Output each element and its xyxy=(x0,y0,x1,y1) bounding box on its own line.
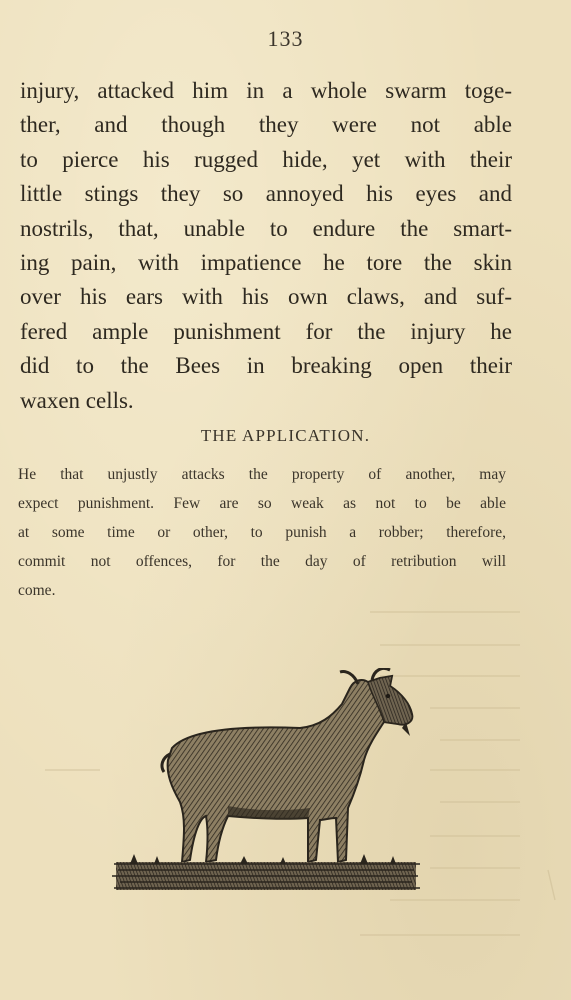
goat-woodcut-illustration xyxy=(110,668,430,900)
text-line: waxen cells. xyxy=(20,387,134,413)
page-number: 133 xyxy=(267,26,304,51)
fable-text xyxy=(20,74,512,418)
text-line: little stings they so annoyed his eyes and xyxy=(20,181,512,207)
goat-figure xyxy=(162,668,412,862)
text-line: fered ample punishment for the injury he xyxy=(20,318,512,344)
application-line: at some time or other, to punish a robber; therefore, xyxy=(18,524,506,541)
ground-base xyxy=(112,854,420,890)
application-line: expect punishment. Few are so weak as not to be able xyxy=(18,495,506,512)
text-line: ther, and though they were not able xyxy=(20,112,512,138)
application-line: come. xyxy=(18,582,56,599)
application-line: He that unjustly attacks the property of another, may xyxy=(18,466,506,483)
text-line: ing pain, with impatience he tore the skin xyxy=(20,249,512,275)
application-text xyxy=(18,460,506,605)
text-line: over his ears with his own claws, and suf- xyxy=(20,284,512,310)
application-heading: THE APPLICATION. xyxy=(200,426,371,445)
text-line: nostrils, that, unable to endure the smart- xyxy=(20,215,512,241)
text-line: injury, attacked him in a whole swarm toge- xyxy=(20,78,512,103)
text-line: did to the Bees in breaking open their xyxy=(20,353,512,379)
text-line: to pierce his rugged hide, yet with their xyxy=(20,146,512,172)
application-line: commit not offences, for the day of retribution will xyxy=(18,553,506,570)
